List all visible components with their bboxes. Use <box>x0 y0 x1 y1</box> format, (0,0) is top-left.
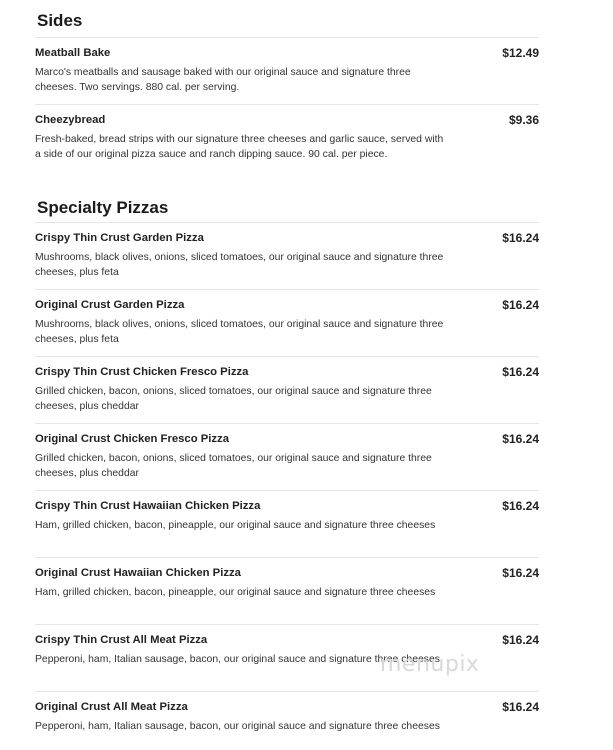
item-price: $16.24 <box>502 633 539 647</box>
item-price: $9.36 <box>508 113 539 127</box>
item-price: $16.24 <box>502 432 539 446</box>
item-price: $16.24 <box>502 298 539 312</box>
sides-heading: Sides <box>37 11 83 30</box>
item-name: Crispy Thin Crust Chicken Fresco Pizza <box>35 366 249 378</box>
menu-item <box>35 289 539 356</box>
item-name: Original Crust All Meat Pizza <box>35 701 188 713</box>
item-description: Marco's meatballs and sausage baked with our original sauce and signature three cheeses. Two servings. 880 cal. per serving. <box>35 67 411 93</box>
item-description: Ham, grilled chicken, bacon, pineapple, our original sauce and signature three cheeses <box>35 520 436 531</box>
menupix-watermark: menupix <box>380 652 480 677</box>
item-description: Grilled chicken, bacon, onions, sliced tomatoes, our original sauce and signature three cheeses, plus cheddar <box>35 386 432 412</box>
item-description: Mushrooms, black olives, onions, sliced tomatoes, our original sauce and signature three cheeses, plus feta <box>35 252 444 278</box>
item-description: Mushrooms, black olives, onions, sliced tomatoes, our original sauce and signature three cheeses, plus feta <box>35 319 444 345</box>
menu-item-meatball-bake <box>35 37 539 104</box>
menu-item <box>35 423 539 490</box>
item-description: Ham, grilled chicken, bacon, pineapple, our original sauce and signature three cheeses <box>35 587 436 598</box>
item-price: $16.24 <box>502 700 539 714</box>
item-description: Fresh-baked, bread strips with our signature three cheeses and garlic sauce, served with a side of our original pizza sauce and ranch dipping sauce. 90 cal. per piece. <box>35 134 444 160</box>
item-price: $12.49 <box>502 46 539 60</box>
menu-item <box>35 222 539 289</box>
item-name: Cheezybread <box>35 114 106 126</box>
item-description: Pepperoni, ham, Italian sausage, bacon, our original sauce and signature three cheeses <box>35 654 440 665</box>
menu-item <box>35 557 539 624</box>
item-price: $16.24 <box>502 365 539 379</box>
item-price: $16.24 <box>502 231 539 245</box>
menu-item-cheezybread <box>35 104 539 187</box>
item-name: Crispy Thin Crust Garden Pizza <box>35 232 204 244</box>
item-name: Crispy Thin Crust All Meat Pizza <box>35 634 208 646</box>
menu-item <box>35 691 539 750</box>
specialty-pizzas-heading: Specialty Pizzas <box>37 198 169 217</box>
item-description: Grilled chicken, bacon, onions, sliced tomatoes, our original sauce and signature three cheeses, plus cheddar <box>35 453 432 479</box>
sides-section <box>35 10 539 187</box>
menu-item <box>35 356 539 423</box>
item-name: Crispy Thin Crust Hawaiian Chicken Pizza <box>35 500 261 512</box>
item-price: $16.24 <box>502 499 539 513</box>
menu-item <box>35 490 539 557</box>
item-name: Original Crust Hawaiian Chicken Pizza <box>35 567 241 579</box>
item-name: Original Crust Garden Pizza <box>35 299 185 311</box>
item-price: $16.24 <box>502 566 539 580</box>
item-name: Meatball Bake <box>35 47 111 59</box>
item-description: Pepperoni, ham, Italian sausage, bacon, our original sauce and signature three cheeses <box>35 721 440 732</box>
item-name: Original Crust Chicken Fresco Pizza <box>35 433 229 445</box>
